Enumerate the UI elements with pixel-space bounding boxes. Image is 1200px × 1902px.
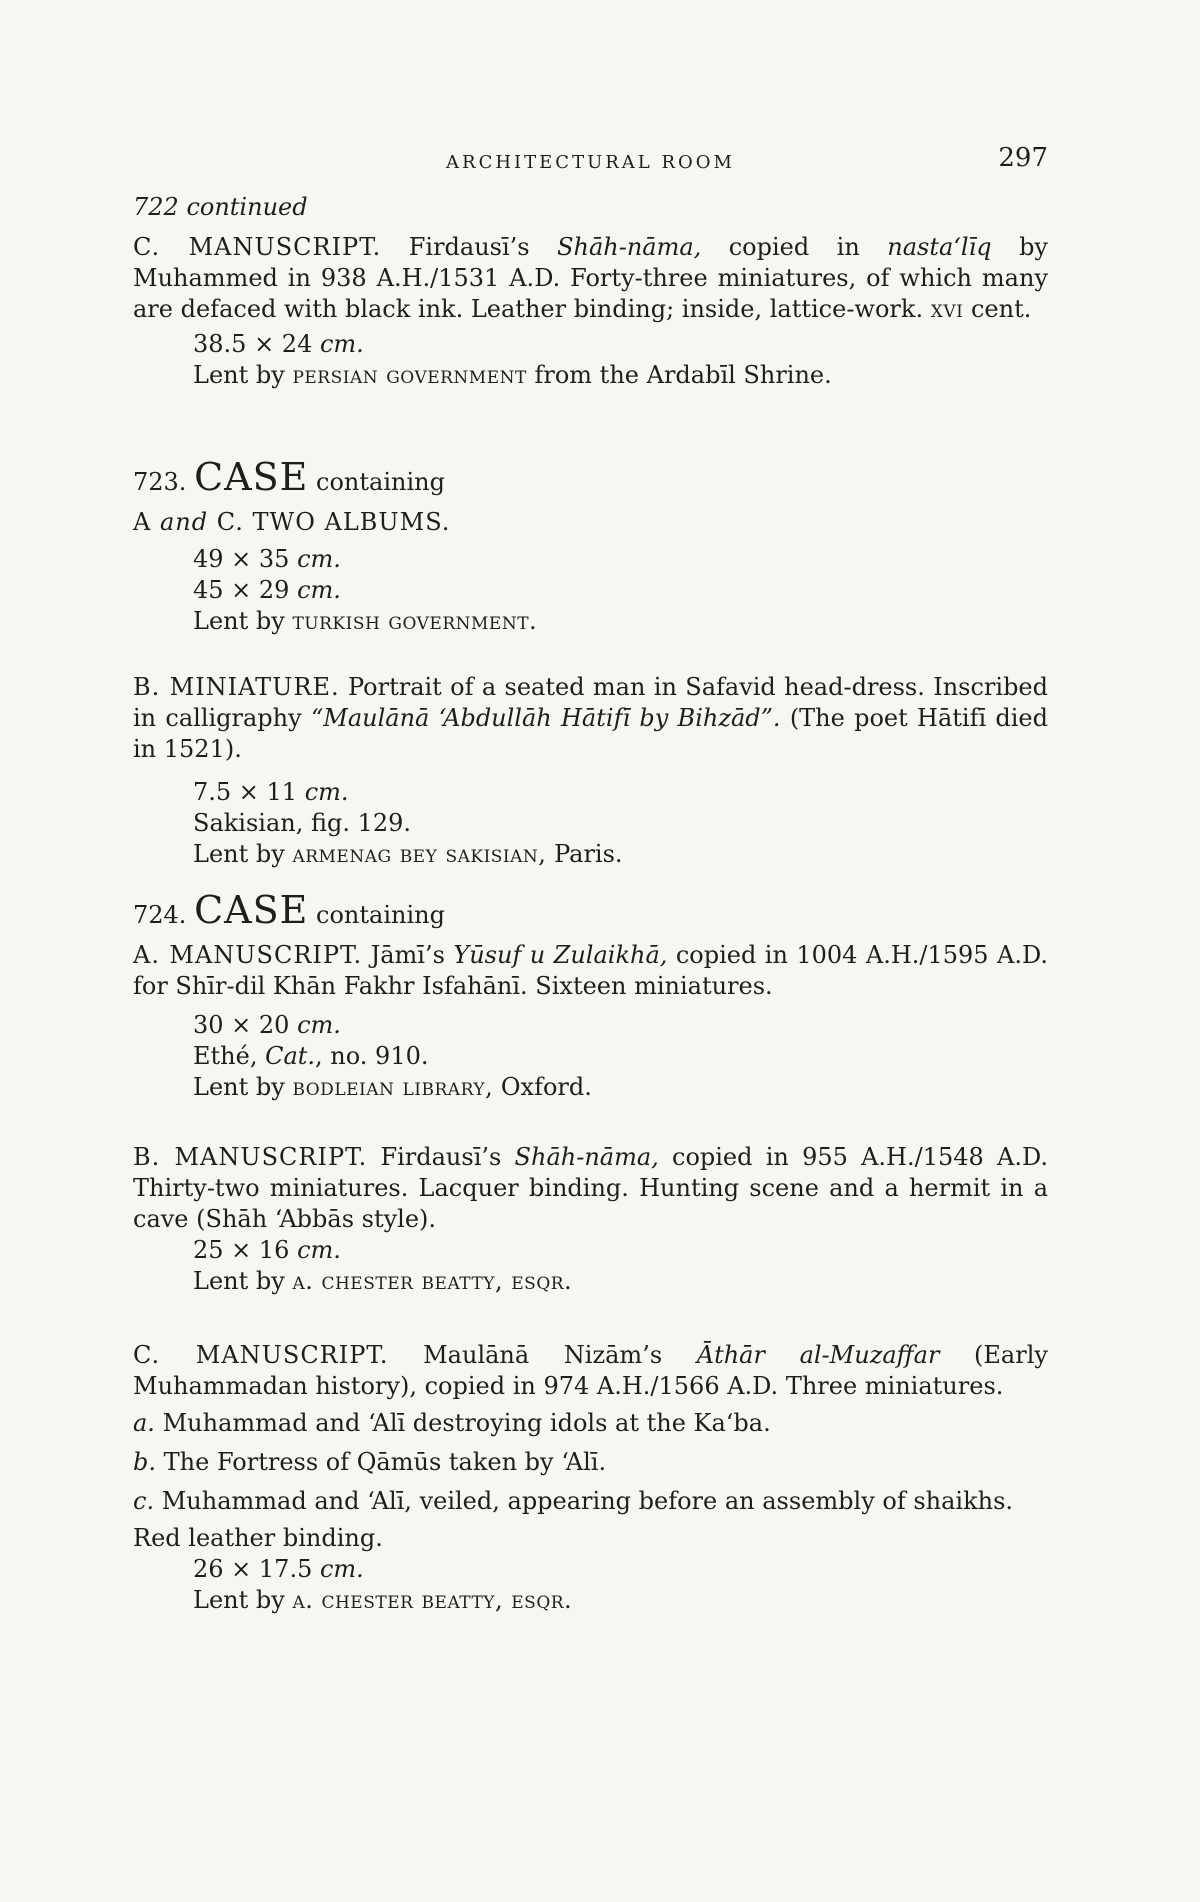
entry-number: 724. [133,901,187,929]
entry-723-ac [133,507,1048,637]
item-label: A and C. TWO ALBUMS. [133,508,451,536]
entry-724-heading: 724. CASE containing [133,888,445,932]
dimensions: 49 × 35 cm. [193,545,341,573]
work-title: Āthār al-Muzaffar [696,1341,940,1369]
lender-line: Lent by turkish government. [193,607,538,635]
binding-note: Red leather binding. [133,1524,383,1552]
lender-line: Lent by bodleian library, Oxford. [193,1073,592,1101]
dimensions: 45 × 29 cm. [193,576,341,604]
reference: Sakisian, fig. 129. [193,809,412,837]
entry-722-c-description: C. MANUSCRIPT. Firdausī’s Shāh-nāma, copied in nasta‘līq by Muhammed in 938 A.H./1531 A.D. Forty-three miniatures, of which many are defaced with black ink. Leather binding; inside, lattice-work. xvi cent. [133,233,1048,323]
lender-name: persian government [292,361,527,389]
inscription: “Maulānā ‘Abdullāh Hātifī by Bihzād”. [310,704,781,732]
dimensions: 30 × 20 cm. [193,1011,341,1039]
item-label: B. MANUSCRIPT. [133,1143,368,1171]
lender-name: armenag bey sakisian, [292,840,547,868]
entry-723-heading: 723. CASE containing [133,455,445,499]
miniature-item: c. Muhammad and ‘Alī, veiled, appearing before an assembly of shaikhs. [133,1487,1014,1515]
work-title: Shāh-nāma, [514,1143,659,1171]
item-label: C. MANUSCRIPT. [133,1341,389,1369]
entry-724-a-description: A. MANUSCRIPT. Jāmī’s Yūsuf u Zulaikhā, copied in 1004 A.H./1595 A.D. for Shīr-dil Khān Fakhr Isfahānī. Sixteen miniatures. [133,941,1048,1000]
entry-724-c [133,1340,1048,1616]
reference: Ethé, Cat., no. 910. [193,1042,429,1070]
entry-722-c [133,232,1048,391]
dimensions: 38.5 × 24 cm. [193,330,364,358]
lender-line: Lent by a. chester beatty, esqr. [193,1586,573,1614]
lender-line: Lent by a. chester beatty, esqr. [193,1267,573,1295]
script-name: nasta‘līq [887,233,992,261]
entry-724-a [133,940,1048,1103]
page-header [133,143,1048,177]
continued-label: 722 continued [133,193,308,221]
lender-line: Lent by armenag bey sakisian, Paris. [193,840,623,868]
item-label: C. MANUSCRIPT. [133,233,382,261]
entry-724-b [133,1142,1048,1297]
entry-723-b-description: B. MINIATURE. Portrait of a seated man in Safavid head-dress. Inscribed in calligraphy “Maulānā ‘Abdullāh Hātifī by Bihzād”. (The poet Hātifī died in 1521). [133,673,1048,763]
lender-name: turkish government. [292,607,538,635]
case-label: CASE [194,888,309,932]
miniature-item: b. The Fortress of Qāmūs taken by ‘Alī. [133,1448,607,1476]
work-title: Shāh-nāma, [557,233,702,261]
item-label: B. MINIATURE. [133,673,340,701]
page-number: 297 [998,143,1048,173]
item-label: A. MANUSCRIPT. [133,941,363,969]
dimensions: 7.5 × 11 cm. [193,778,349,806]
century: xvi [930,295,964,323]
dimensions: 25 × 16 cm. [193,1236,341,1264]
lender-line: Lent by persian government from the Ardabīl Shrine. [193,361,832,389]
work-title: Yūsuf u Zulaikhā, [453,941,668,969]
entry-724-c-description: C. MANUSCRIPT. Maulānā Nizām’s Āthār al-Muzaffar (Early Muhammadan history), copied in 974 A.H./1566 A.D. Three miniatures. [133,1341,1048,1400]
case-label: CASE [194,455,309,499]
miniature-item: a. Muhammad and ‘Alī destroying idols at the Ka‘ba. [133,1409,771,1437]
entry-number: 723. [133,468,187,496]
dimensions: 26 × 17.5 cm. [193,1555,364,1583]
entry-724-b-description: B. MANUSCRIPT. Firdausī’s Shāh-nāma, copied in 955 A.H./1548 A.D. Thirty-two miniatures. Lacquer binding. Hunting scene and a hermit in a cave (Shāh ‘Abbās style). [133,1143,1048,1233]
lender-name: a. chester beatty, esqr. [292,1586,573,1614]
lender-name: bodleian library, [292,1073,494,1101]
lender-name: a. chester beatty, esqr. [292,1267,573,1295]
running-head: ARCHITECTURAL ROOM [446,152,735,173]
entry-723-b [133,672,1048,870]
